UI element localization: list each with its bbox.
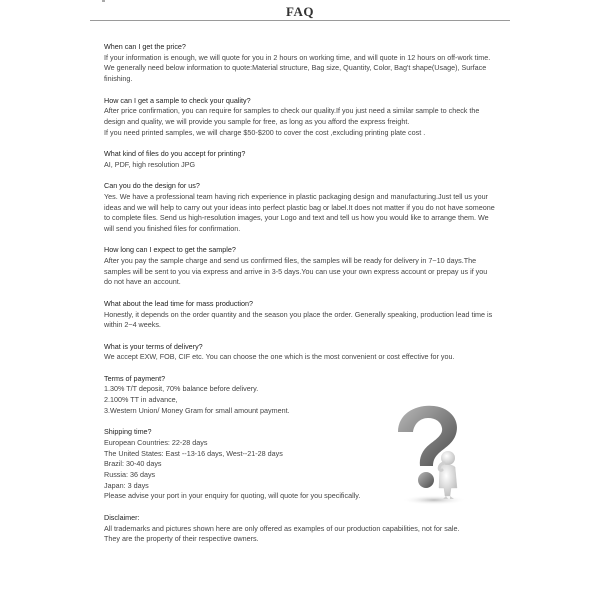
faq-answer: If you need printed samples, we will charge $50-$200 to cover the cost ,excluding printing plate cost . xyxy=(104,127,426,137)
shipping-line: The United States: East --13-16 days, West--21-28 days xyxy=(104,448,283,458)
payment-line: 3.Western Union/ Money Gram for small amount payment. xyxy=(104,405,290,415)
header-divider xyxy=(90,20,510,21)
faq-question: How can I get a sample to check your quality? xyxy=(104,95,251,105)
faq-item-price xyxy=(104,42,496,85)
disclaimer-line: They are the property of their respective owners. xyxy=(104,534,259,544)
faq-question: What kind of files do you accept for printing? xyxy=(104,149,246,158)
faq-item-files xyxy=(104,149,496,170)
shipping-line: Russia: 36 days xyxy=(104,470,156,479)
faq-answer: Yes. We have a professional team having rich experience in plastic packaging design and manufacturing.Just tell us your ideas and we will help to carry out your ideas into perfect plastic bag or label.It does not matter if you do not have someone to complete files. Send us high-resolution images, your Logo and text and tell us how you would like to arrange them. We will send you finished files for confirmation. xyxy=(104,191,495,233)
shipping-line: Brazil: 30-40 days xyxy=(104,459,162,469)
faq-question: Shipping time? xyxy=(104,427,152,437)
page-title xyxy=(90,4,510,20)
payment-line: 1.30% T/T deposit, 70% balance before delivery. xyxy=(104,384,259,394)
shipping-line: Please advise your port in your enquiry for quoting, will quote for you specifically. xyxy=(104,491,361,501)
faq-answer: If your information is enough, we will quote for you in 2 hours on working time, and will quote in 12 hours on off-work time. We generally need below information to quote:Material structure, Bag size, Quantity, Color, Bag't shape(Usage), Surface finishing. xyxy=(104,52,491,84)
faq-question: How long can I expect to get the sample? xyxy=(104,245,236,255)
disclaimer-line: All trademarks and pictures shown here are only offered as examples of our production capabilities, not for sale. xyxy=(104,523,460,533)
faq-item-disclaimer xyxy=(104,513,496,545)
faq-item-sample-time xyxy=(104,245,496,288)
faq-answer: Honestly, it depends on the order quantity and the season you place the order. Generally speaking, production lead time is within 2~4 weeks. xyxy=(104,309,493,330)
faq-item-delivery xyxy=(104,342,496,363)
faq-answer: After you pay the sample charge and send us confirmed files, the samples will be ready for delivery in 7~10 days.The samples will be sent to you via express and arrive in 3-5 days.You can use your own express account or prepay us if you do not have an account. xyxy=(104,256,488,287)
faq-answer: AI, PDF, high resolution JPG xyxy=(104,159,196,169)
faq-question: Disclaimer: xyxy=(104,512,140,522)
faq-item-sample xyxy=(104,96,496,139)
faq-question: When can I get the price? xyxy=(104,42,186,51)
faq-answer: After price confirmation, you can require for samples to check our quality.If you just need a similar sample to check the design and quality, we will provide you sample for free, as long as you afford the express freight. xyxy=(104,106,480,126)
faq-question: What about the lead time for mass production? xyxy=(104,298,254,308)
faq-answer: We accept EXW, FOB, CIF etc. You can choose the one which is the most convenient or cost effective for you. xyxy=(104,352,455,362)
page-title-text: FAQ xyxy=(280,4,320,19)
faq-item-lead-time xyxy=(104,299,496,331)
faq-question: What is your terms of delivery? xyxy=(104,341,203,351)
shipping-line: European Countries: 22-28 days xyxy=(104,437,208,447)
payment-line: 2.100% TT in advance, xyxy=(104,395,178,405)
faq-item-design xyxy=(104,181,496,235)
faq-header xyxy=(90,0,510,24)
faq-question: Can you do the design for us? xyxy=(104,181,200,191)
faq-question: Terms of payment? xyxy=(104,373,166,383)
shipping-line: Japan: 3 days xyxy=(104,480,149,490)
question-mark-thinker-icon xyxy=(388,402,468,506)
